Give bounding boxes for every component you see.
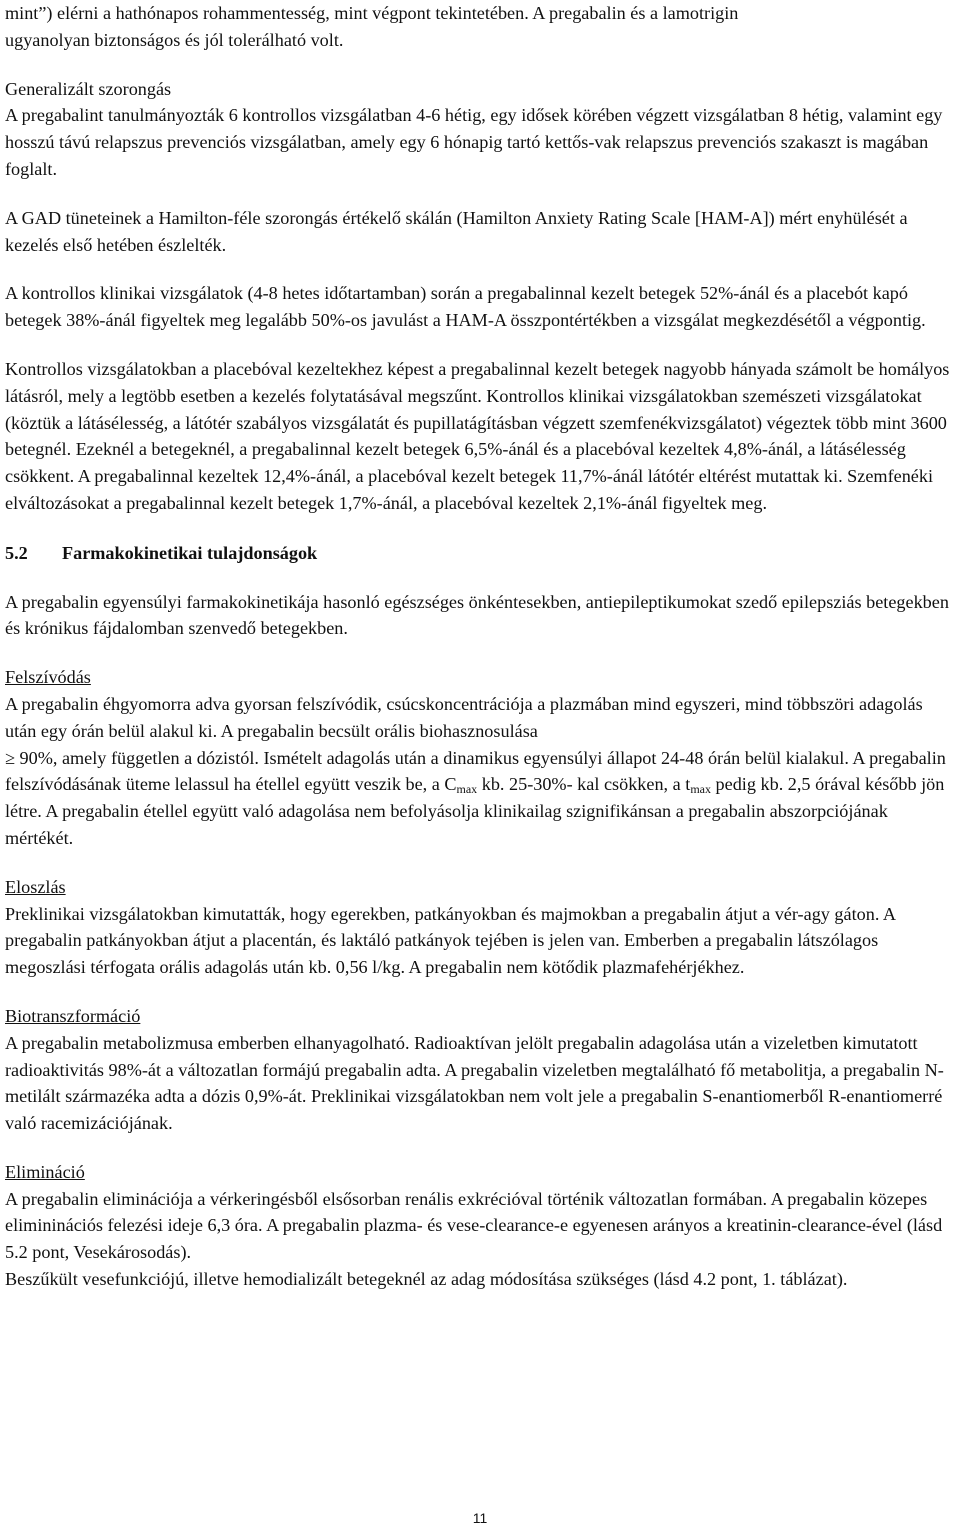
greater-equal-symbol: ≥ bbox=[5, 747, 15, 768]
page-number: 11 bbox=[472, 1510, 488, 1526]
distribution-paragraph: Preklinikai vizsgálatokban kimutatták, hogy egerekben, patkányokban és majmokban a pregabalin átjut a vér-agy gáton. A pregabalin patkányokban átjut a placentán, és laktáló patkányok tejében is jelen van. Emberben a pregabalin látszólagos megoszlási térfogata orális adagolás után kb. 0,56 l/kg. A pregabalin nem kötődik plazmafehérjékhez. bbox=[5, 903, 896, 978]
elimination-heading: Elimináció bbox=[5, 1161, 85, 1182]
cmax-subscript: max bbox=[456, 782, 478, 797]
distribution-heading: Eloszlás bbox=[5, 876, 66, 897]
absorption-text-1: A pregabalin éhgyomorra adva gyorsan felszívódik, csúcskoncentrációja a plazmában mind egyszeri, mind többszöri adagolás után egy órán belül alakul ki. A pregabalin becsült orális biohasznosulása bbox=[5, 693, 923, 741]
intro-line-2: ugyanolyan biztonságos és jól tolerálható volt. bbox=[5, 29, 344, 50]
intro-line-1: mint”) elérni a hathónapos rohammentesség, mint végpont tekintetében. A pregabalin és a lamotrigin bbox=[5, 3, 739, 23]
elimination-paragraph-2: Beszűkült vesefunkciójú, illetve hemodializált betegeknél az adag módosítása szükséges (lásd 4.2 pont, 1. táblázat). bbox=[5, 1269, 848, 1290]
gad-paragraph-2: A GAD tüneteinek a Hamilton-féle szorongás értékelő skálán (Hamilton Anxiety Rating Scale [HAM-A]) mért enyhülését a kezelés első hetében észlelték. bbox=[5, 207, 908, 255]
elimination-paragraph-1: A pregabalin eliminációja a vérkeringésből elsősorban renális exkrécióval történik változatlan formában. A pregabalin közepes elimininációs felezési ideje 6,3 óra. A pregabalin plazma- és vese-clearance-e egyenesen arányos a kreatinin-clearance-ével (lásd 5.2 pont, Vesekárosodás). bbox=[5, 1188, 943, 1263]
document-page bbox=[5, 0, 951, 1293]
absorption-text-4: pedig kb. 2,5 órával később jön létre. A pregabalin étellel együtt való adagolása nem befolyásolja klinikailag szignifikánsan a pregabalin abszorpciójának mértékét. bbox=[5, 774, 945, 848]
gad-paragraph-4: Kontrollos vizsgálatokban a placebóval kezeltekhez képest a pregabalinnal kezelt betegek nagyobb hányada számolt be homályos látásról, mely a legtöbb esetben a kezelés folytatásával megszűnt. Kontrollos klinikai vizsgálatokban szemészeti vizsgálatokat (köztük a látásélesség, a látótér szabályos vizsgálatát és pupillatágításban végzett szemfenékvizsgálatot) végeztek több mint 3600 betegnél. Ezeknél a betegeknél, a pregabalinnal kezelt betegek 6,5%-ánál és a placebóval kezeltek 4,8%-ánál, a látásélesség csökkent. A pregabalinnal kezeltek 12,4%-ánál, a placebóval kezelt betegek 11,7%-ánál látótér eltérést mutattak ki. Szemfenéki elváltozásokat a pregabalinnal kezelt betegek 1,7%-ánál, a placebóval kezeltek 2,1%-ánál figyeltek meg. bbox=[5, 358, 950, 513]
section-title: Farmakokinetikai tulajdonságok bbox=[62, 542, 318, 563]
section-number: 5.2 bbox=[5, 542, 28, 563]
absorption-text-2: 90%, amely független a dózistól. Ismételt adagolás után a dinamikus egyensúlyi állapot 24-48 órán belül kialakul. A pregabalin felszívódásának üteme lelassul ha étellel együtt veszik be, a C bbox=[5, 747, 946, 795]
gad-heading: Generalizált szorongás bbox=[5, 78, 172, 99]
section-intro: A pregabalin egyensúlyi farmakokinetikája hasonló egészséges önkéntesekben, antiepileptikumokat szedő epilepsziás betegekben és krónikus fájdalomban szenvedő betegekben. bbox=[5, 591, 949, 639]
biotransformation-heading: Biotranszformáció bbox=[5, 1005, 141, 1026]
absorption-paragraph bbox=[5, 691, 951, 852]
gad-paragraph-1: A pregabalint tanulmányozták 6 kontrollos vizsgálatban 4-6 hétig, egy idősek körében végzett vizsgálatban 8 hétig, valamint egy hosszú távú relapszus prevenciós vizsgálatban, amely egy 6 hónapig tartó kettős-vak relapszus prevenciós szakaszt is magában foglalt. bbox=[5, 105, 943, 179]
gad-paragraph-3: A kontrollos klinikai vizsgálatok (4-8 hetes időtartamban) során a pregabalinnal kezelt betegek 52%-ánál és a placebót kapó betegek 38%-ánál figyeltek meg legalább 50%-os javulást a HAM-A összpontértékben a vizsgálat megkezdésétől a végpontig. bbox=[5, 283, 926, 331]
absorption-heading: Felszívódás bbox=[5, 667, 91, 688]
absorption-text-3: kb. 25-30%- kal csökken, a t bbox=[477, 774, 691, 795]
tmax-subscript: max bbox=[690, 782, 711, 797]
section-heading bbox=[5, 540, 951, 567]
biotransformation-paragraph: A pregabalin metabolizmusa emberben elhanyagolható. Radioaktívan jelölt pregabalin adagolása után a vizeletben kimutatott radioaktivitás 98%-át a változatlan formájú pregabalin adta. A pregabalin vizeletben megtalálható fő metabolitja, a pregabalin N-metilált származéka adta a dózis 0,9%-át. Preklinikai vizsgálatokban nem volt jele a pregabalin S-enantiomerből R-enantiomerré való racemizációjának. bbox=[5, 1032, 944, 1134]
